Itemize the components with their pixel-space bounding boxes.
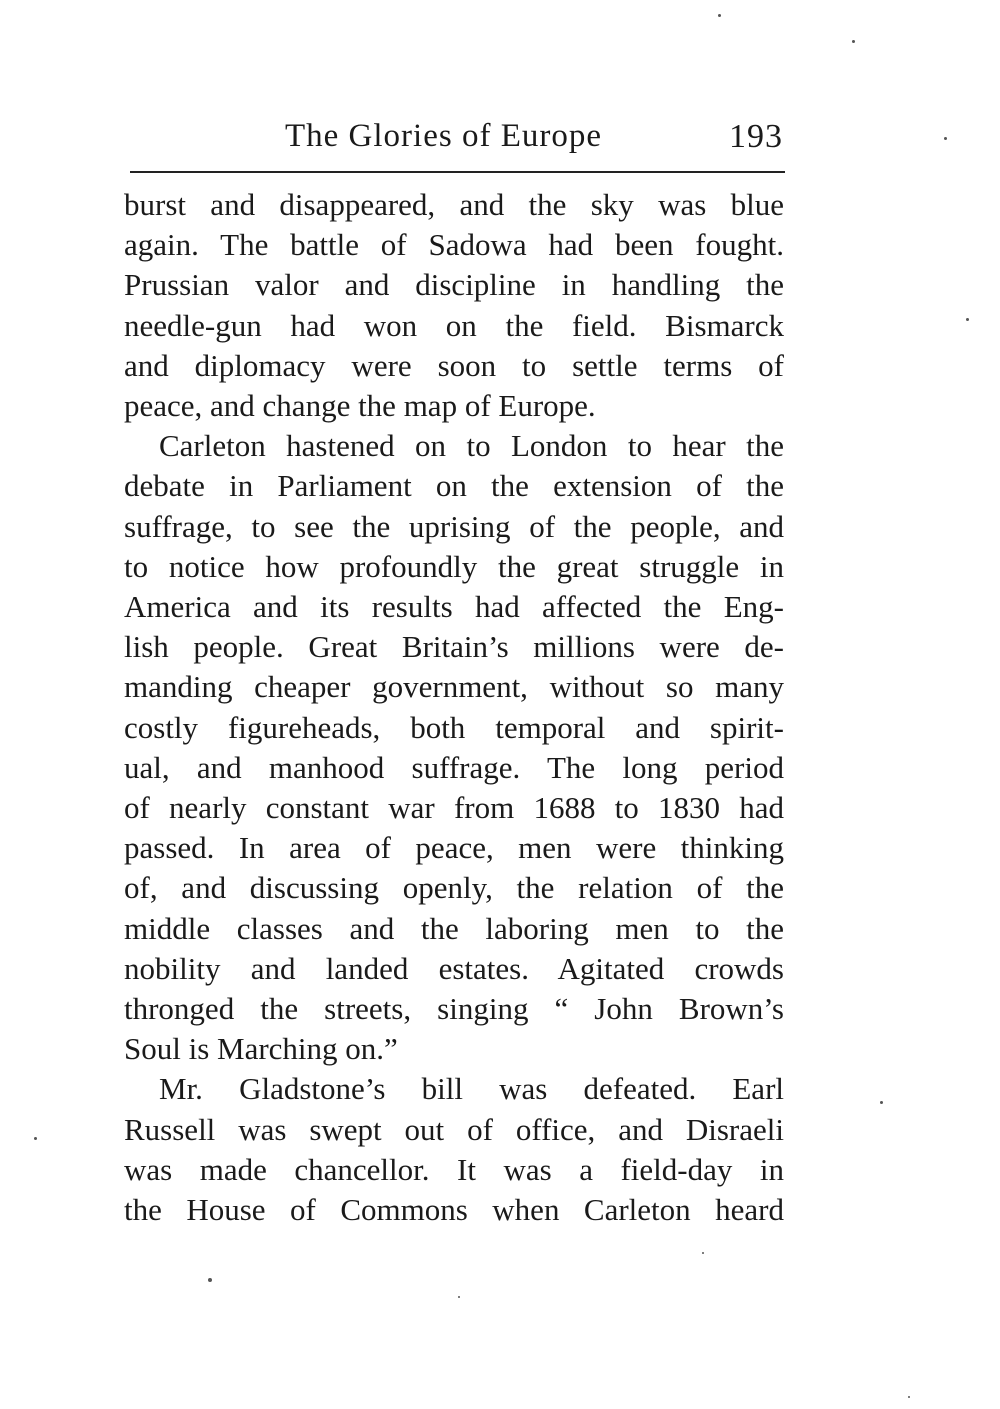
text-line: lish people. Great Britain’s millions were de- — [124, 629, 784, 665]
text-line: Soul is Marching on.” — [124, 1031, 398, 1067]
text-line: Mr. Gladstone’s bill was defeated. Earl — [159, 1071, 784, 1107]
print-speck — [944, 137, 947, 140]
text-line: and diplomacy were soon to settle terms of — [124, 347, 784, 383]
print-speck — [34, 1137, 37, 1140]
text-line: again. The battle of Sadowa had been fought. — [124, 227, 784, 263]
page-number: 193 — [729, 118, 783, 155]
text-line: was made chancellor. It was a field-day in — [124, 1151, 784, 1187]
paragraph-1 — [124, 185, 784, 426]
paragraph-2 — [124, 426, 784, 1069]
print-speck — [908, 1396, 910, 1398]
text-line: suffrage, to see the uprising of the people, and — [124, 508, 784, 544]
text-line: debate in Parliament on the extension of the — [124, 468, 784, 504]
text-line: passed. In area of peace, men were thinking — [124, 830, 784, 866]
text-line: of, and discussing openly, the relation of the — [124, 870, 784, 906]
text-line: the House of Commons when Carleton heard — [124, 1192, 784, 1228]
text-line: nobility and landed estates. Agitated crowds — [124, 950, 784, 986]
print-speck — [852, 40, 855, 43]
text-line: peace, and change the map of Europe. — [124, 388, 596, 424]
text-line: burst and disappeared, and the sky was blue — [124, 187, 784, 222]
text-line: manding cheaper government, without so many — [124, 669, 784, 705]
running-head — [130, 112, 785, 162]
header-rule — [130, 171, 785, 173]
body-text — [124, 185, 784, 1230]
print-speck — [718, 14, 721, 17]
print-speck — [702, 1252, 704, 1254]
print-speck — [208, 1278, 212, 1282]
paragraph-3 — [124, 1069, 784, 1230]
text-line: costly figureheads, both temporal and spirit- — [124, 709, 784, 745]
text-line: Carleton hastened on to London to hear the — [159, 428, 784, 464]
text-line: to notice how profoundly the great struggle in — [124, 548, 784, 584]
text-line: needle-gun had won on the field. Bismarck — [124, 307, 784, 343]
text-line: Prussian valor and discipline in handling the — [124, 267, 784, 303]
text-line: of nearly constant war from 1688 to 1830 had — [124, 790, 784, 826]
text-line: middle classes and the laboring men to the — [124, 910, 784, 946]
text-line: thronged the streets, singing “ John Brown’s — [124, 991, 784, 1027]
text-line: ual, and manhood suffrage. The long period — [124, 749, 784, 785]
print-speck — [966, 318, 969, 321]
text-line: America and its results had affected the Eng- — [124, 589, 784, 625]
running-title: The Glories of Europe — [285, 118, 602, 154]
print-speck — [880, 1101, 883, 1104]
text-line: Russell was swept out of office, and Disraeli — [124, 1111, 784, 1147]
print-speck — [458, 1296, 460, 1298]
